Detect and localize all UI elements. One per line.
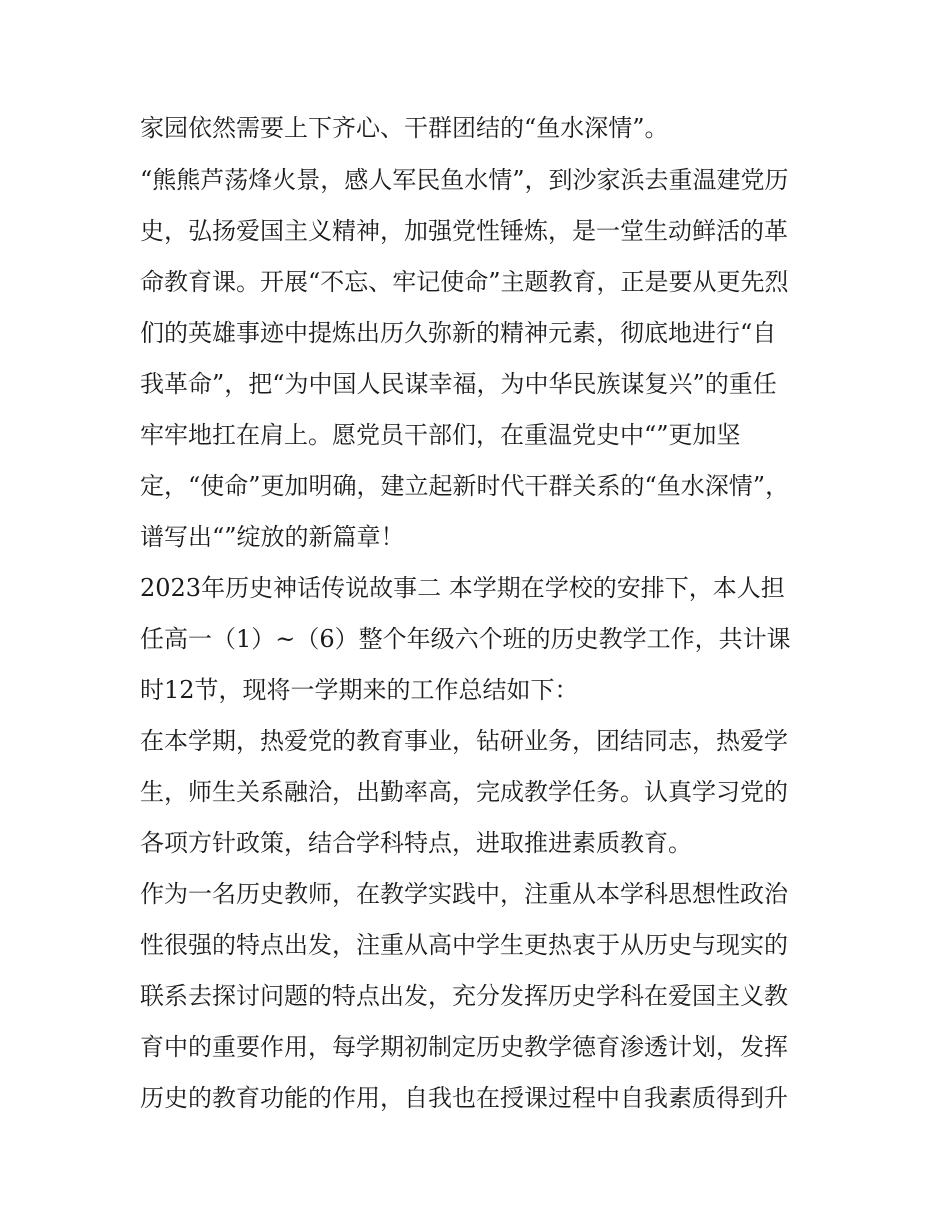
text-line: “熊熊芦荡烽火景，感人军民鱼水情”，到沙家浜去重温建党历	[140, 166, 789, 194]
text-line: 各项方针政策，结合学科特点，进取推进素质教育。	[140, 829, 692, 857]
text-line: 牢牢地扛在肩上。愿党员干部们，在重温党史中“”更加坚	[140, 421, 741, 449]
text-line: 联系去探讨问题的特点出发，充分发挥历史学科在爱国主义教	[140, 982, 788, 1010]
text-line: 史，弘扬爱国主义精神，加强党性锤炼，是一堂生动鲜活的革	[140, 217, 788, 245]
text-line: 我革命”，把“为中国人民谋幸福，为中华民族谋复兴”的重任	[140, 370, 777, 398]
text-line: 2023年历史神话传说故事二 本学期在学校的安排下，本人担	[140, 574, 785, 602]
text-line: 们的英雄事迹中提炼出历久弥新的精神元素，彻底地进行“自	[140, 319, 777, 347]
text-line: 育中的重要作用，每学期初制定历史教学德育渗透计划，发挥	[140, 1033, 788, 1061]
text-line: 时12节，现将一学期来的工作总结如下：	[140, 676, 579, 704]
text-line: 在本学期，热爱党的教育事业，钻研业务，团结同志，热爱学	[140, 727, 788, 755]
text-line: 命教育课。开展“不忘、牢记使命”主题教育，正是要从更先烈	[140, 268, 789, 296]
text-line: 生，师生关系融洽，出勤率高，完成教学任务。认真学习党的	[140, 778, 788, 806]
text-line: 性很强的特点出发，注重从高中学生更热衷于从历史与现实的	[140, 931, 788, 959]
text-line: 谱写出“”绽放的新篇章！	[140, 523, 405, 551]
text-line: 家园依然需要上下齐心、干群团结的“鱼水深情”。	[140, 114, 669, 142]
text-line: 作为一名历史教师，在教学实践中，注重从本学科思想性政治	[140, 880, 788, 908]
text-line: 定，“使命”更加明确，建立起新时代干群关系的“鱼水深情”，	[140, 472, 790, 500]
text-line: 历史的教育功能的作用，自我也在授课过程中自我素质得到升	[140, 1084, 788, 1112]
text-line: 任高一（1）~（6）整个年级六个班的历史教学工作，共计课	[140, 625, 791, 653]
